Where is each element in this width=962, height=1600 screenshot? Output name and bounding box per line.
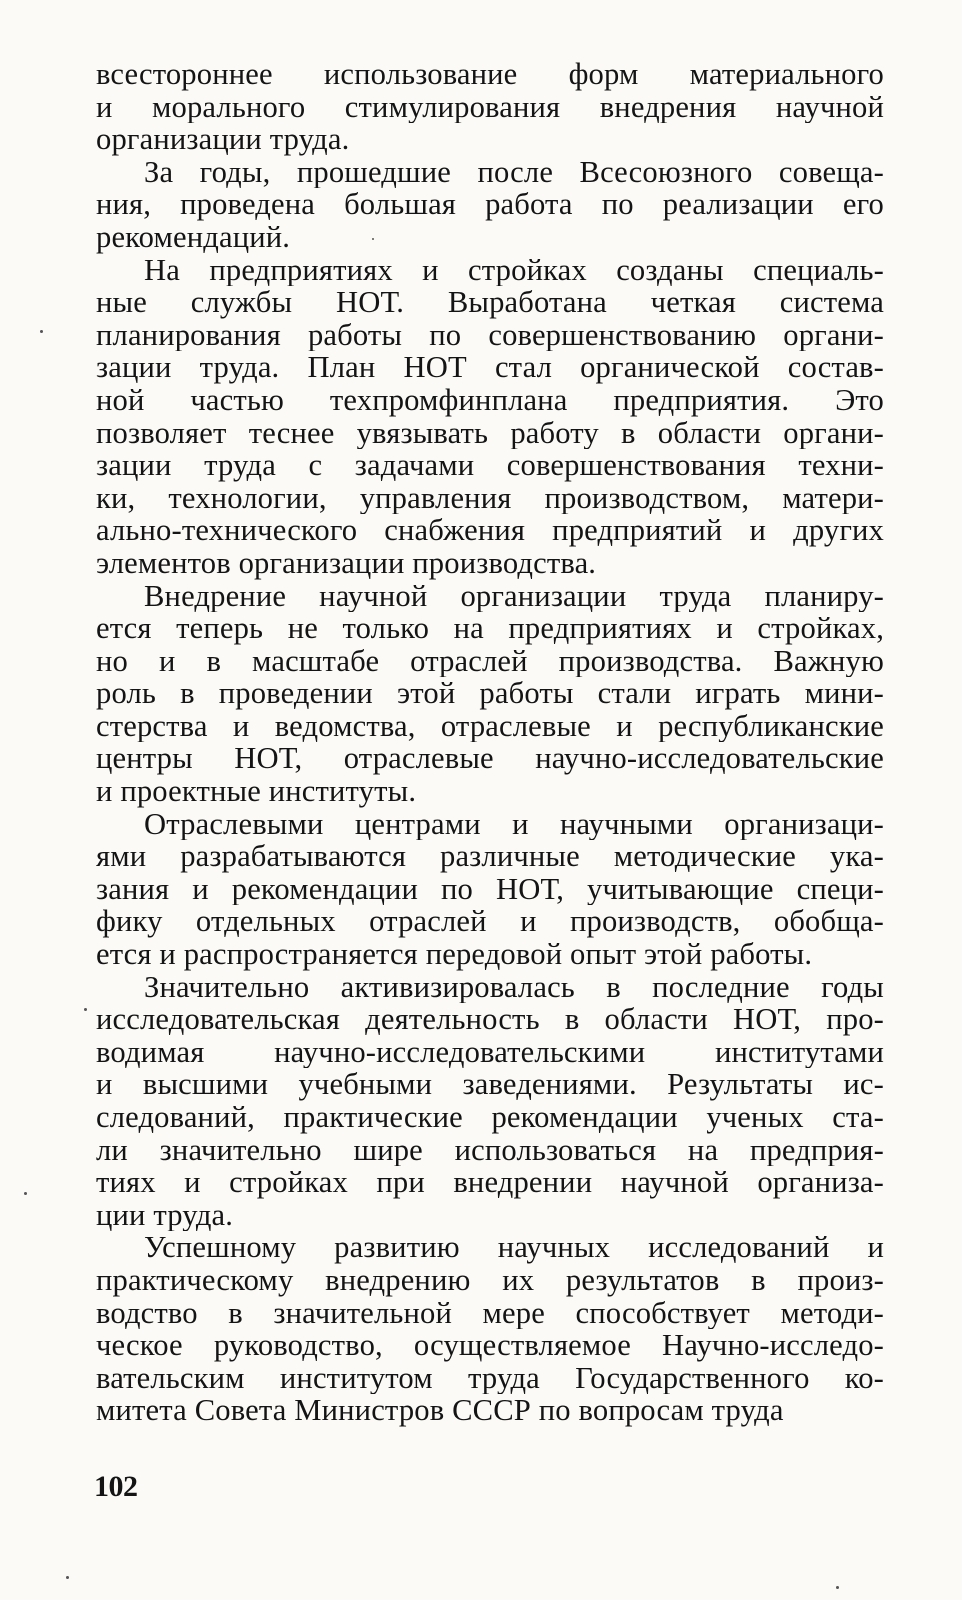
- paragraph: [96, 580, 884, 808]
- text-line: но и в масштабе отраслей производства. Важную: [96, 644, 884, 678]
- paragraph: [96, 156, 884, 254]
- text-line: элементов организации производства.: [96, 546, 597, 580]
- text-line: Внедрение научной организации труда планиру-: [144, 579, 884, 613]
- text-line: За годы, прошедшие после Всесоюзного совеща-: [144, 155, 884, 189]
- text-line: исследовательская деятельность в области НОТ, про-: [96, 1003, 884, 1036]
- text-line: фику отдельных отраслей и производств, обобща-: [96, 905, 884, 939]
- text-line: водимая научно-исследовательскими институтами: [96, 1035, 884, 1069]
- paragraph: [96, 58, 884, 156]
- paragraph: [96, 808, 884, 971]
- text-line: следований, практические рекомендации ученых ста-: [96, 1101, 884, 1134]
- text-line: роль в проведении этой работы стали играть мини-: [96, 677, 884, 710]
- text-line: организации труда.: [96, 123, 350, 156]
- scan-speck: [40, 330, 43, 333]
- text-line: ями разрабатываются различные методические ука-: [96, 840, 884, 873]
- text-line: вательским институтом труда Государственного ко-: [96, 1361, 884, 1395]
- text-line: позволяет теснее увязывать работу в области органи-: [96, 416, 884, 450]
- paragraph: [96, 254, 884, 580]
- text-line: стерства и ведомства, отраслевые и республиканские: [96, 709, 884, 743]
- text-line: зации труда с задачами совершенствования техни-: [96, 449, 884, 482]
- scan-speck: [372, 238, 374, 240]
- scan-speck: [84, 1008, 87, 1011]
- text-line: планирования работы по совершенствованию органи-: [96, 318, 884, 352]
- text-line: На предприятиях и стройках созданы специаль-: [144, 253, 884, 287]
- text-line: ческое руководство, осуществляемое Научно-исследо-: [96, 1329, 884, 1362]
- text-line: тиях и стройках при внедрении научной организа-: [96, 1166, 884, 1199]
- text-line: ки, технологии, управления производством, матери-: [96, 481, 884, 515]
- text-line: всестороннее использование форм материального: [96, 58, 884, 91]
- scan-speck: [836, 1586, 839, 1589]
- page-body: [96, 58, 884, 1427]
- text-line: центры НОТ, отраслевые научно-исследовательские: [96, 742, 884, 776]
- scan-speck: [24, 1192, 27, 1195]
- text-line: ально-технического снабжения предприятий и других: [96, 514, 884, 547]
- text-line: водство в значительной мере способствует методи-: [96, 1296, 884, 1330]
- text-line: зации труда. План НОТ стал органической состав-: [96, 351, 884, 384]
- text-line: и проектные институты.: [96, 775, 417, 808]
- text-line: Отраслевыми центрами и научными организаци-: [144, 807, 884, 841]
- text-line: ется и распространяется передовой опыт этой работы.: [96, 938, 813, 971]
- text-line: и морального стимулирования внедрения научной: [96, 90, 884, 124]
- scan-speck: [66, 1576, 69, 1579]
- text-line: Значительно активизировалась в последние годы: [144, 970, 884, 1004]
- text-line: рекомендаций.: [96, 220, 291, 254]
- paragraph: [96, 971, 884, 1232]
- text-line: ли значительно шире использоваться на предприя-: [96, 1133, 884, 1167]
- text-line: ции труда.: [96, 1198, 234, 1232]
- text-line: ной частью техпромфинплана предприятия. Это: [96, 383, 884, 417]
- page-number: 102: [94, 1470, 138, 1503]
- text-line: и высшими учебными заведениями. Результаты ис-: [96, 1068, 884, 1101]
- text-line: Успешному развитию научных исследований и: [144, 1231, 884, 1264]
- text-line: митета Совета Министров СССР по вопросам труда: [96, 1394, 784, 1427]
- text-line: ется теперь не только на предприятиях и стройках,: [96, 612, 884, 645]
- text-line: ные службы НОТ. Выработана четкая система: [96, 286, 884, 319]
- text-line: зания и рекомендации по НОТ, учитывающие специ-: [96, 872, 884, 906]
- text-line: практическому внедрению их результатов в произ-: [96, 1263, 884, 1297]
- text-line: ния, проведена большая работа по реализации его: [96, 188, 884, 221]
- paragraph: [96, 1231, 884, 1427]
